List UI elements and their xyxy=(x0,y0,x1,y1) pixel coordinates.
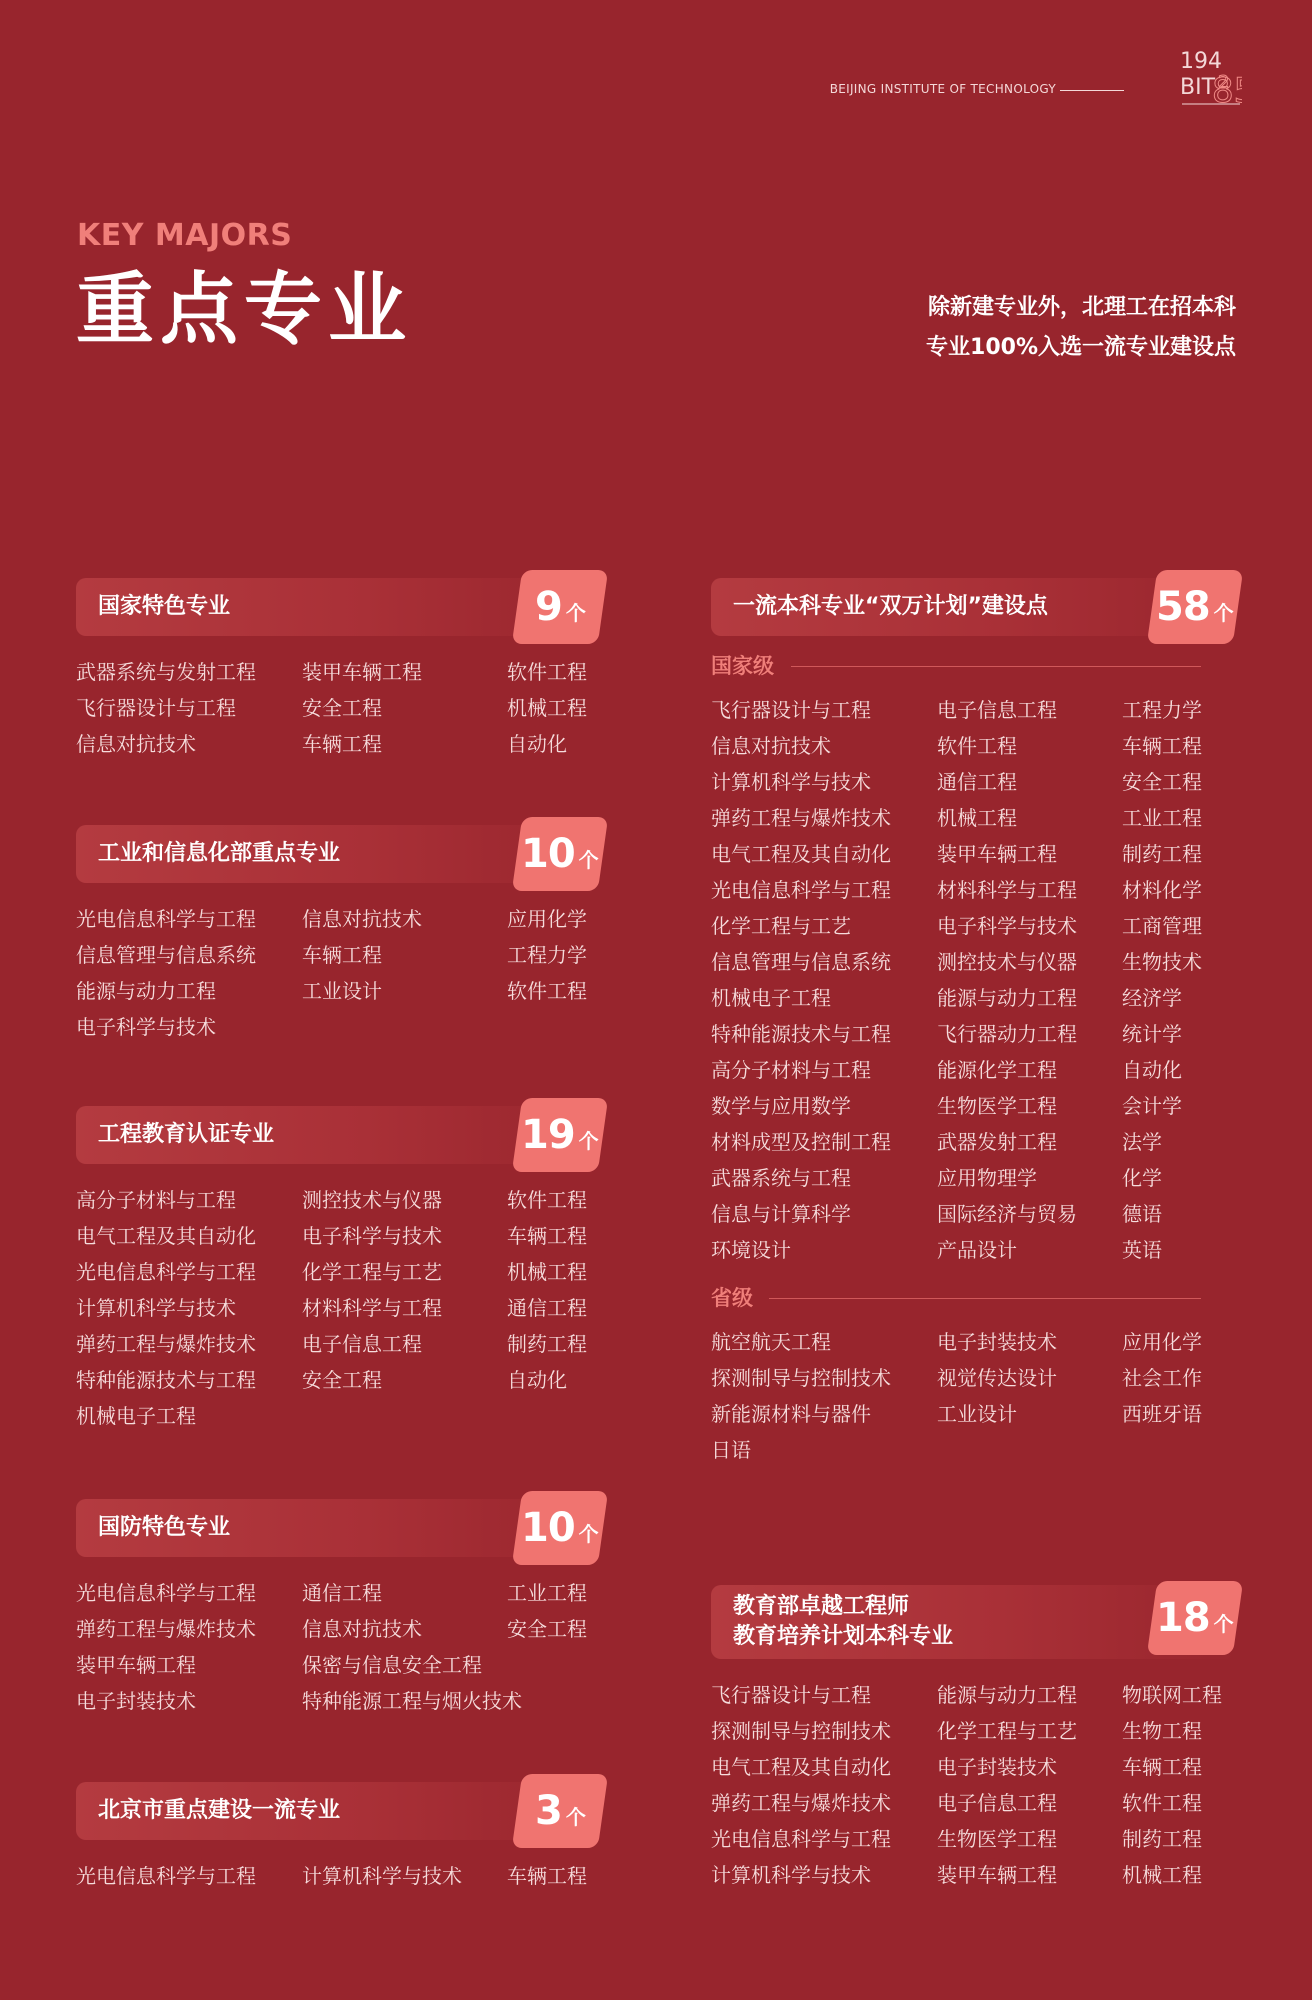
count-unit: 个 xyxy=(578,1522,599,1546)
major-item: 生物医学工程 xyxy=(937,1094,1057,1118)
major-item: 自动化 xyxy=(1122,1058,1182,1082)
major-item: 信息管理与信息系统 xyxy=(76,943,256,967)
major-item: 测控技术与仪器 xyxy=(937,950,1077,974)
major-item: 能源与动力工程 xyxy=(937,986,1077,1010)
major-item: 机械电子工程 xyxy=(711,986,831,1010)
section-title: 一流本科专业“双万计划”建设点 xyxy=(733,594,1048,619)
major-item: 能源与动力工程 xyxy=(76,979,216,1003)
major-item: 产品设计 xyxy=(937,1238,1017,1262)
section-title: 工程教育认证专业 xyxy=(98,1122,275,1147)
major-item: 工业工程 xyxy=(507,1581,587,1605)
section-defense-feature xyxy=(76,1499,603,1719)
section-title-line-2: 教育培养计划本科专业 xyxy=(733,1624,954,1649)
provincial-level-label: 省级 xyxy=(711,1286,753,1310)
major-item: 特种能源技术与工程 xyxy=(711,1022,891,1046)
major-item: 武器发射工程 xyxy=(937,1130,1057,1154)
logo-year-big: 8 xyxy=(1212,71,1234,111)
major-item: 特种能源技术与工程 xyxy=(76,1368,256,1392)
major-item: 电子科学与技术 xyxy=(302,1224,442,1248)
section-title: 国防特色专业 xyxy=(98,1515,231,1540)
major-item: 安全工程 xyxy=(1122,770,1202,794)
major-item: 装甲车辆工程 xyxy=(302,660,422,684)
major-item: 应用化学 xyxy=(1122,1330,1202,1354)
section-header-bar xyxy=(76,1782,603,1840)
count-number: 9 xyxy=(534,584,562,630)
section-title: 工业和信息化部重点专业 xyxy=(98,841,341,866)
section-title-line-1: 教育部卓越工程师 xyxy=(733,1594,910,1619)
major-item: 信息对抗技术 xyxy=(76,732,196,756)
section-engineering-accreditation xyxy=(76,1106,603,1434)
major-item: 生物医学工程 xyxy=(937,1827,1057,1851)
national-level-divider xyxy=(711,650,1201,682)
major-item: 工业设计 xyxy=(937,1402,1017,1426)
major-item: 弹药工程与爆炸技术 xyxy=(76,1332,256,1356)
major-item: 化学 xyxy=(1122,1166,1162,1190)
major-item: 通信工程 xyxy=(937,770,1017,794)
count-unit: 个 xyxy=(565,1805,586,1829)
logo-bottom-text: BIT xyxy=(1180,75,1216,100)
section-title: 国家特色专业 xyxy=(98,594,231,619)
major-item: 电子信息工程 xyxy=(937,1791,1057,1815)
major-item: 机械工程 xyxy=(937,806,1017,830)
major-item: 计算机科学与技术 xyxy=(302,1864,462,1888)
major-item: 飞行器设计与工程 xyxy=(711,698,871,722)
major-item: 电气工程及其自动化 xyxy=(711,842,891,866)
count-number: 18 xyxy=(1156,1595,1210,1641)
major-item: 会计学 xyxy=(1122,1094,1182,1118)
major-item: 制药工程 xyxy=(1122,1827,1202,1851)
count-unit: 个 xyxy=(565,601,586,625)
major-item: 材料成型及控制工程 xyxy=(711,1130,891,1154)
major-item: 英语 xyxy=(1122,1238,1162,1262)
major-list xyxy=(76,1858,603,1894)
major-item: 光电信息科学与工程 xyxy=(76,1864,256,1888)
major-item: 自动化 xyxy=(507,1368,567,1392)
major-item: 安全工程 xyxy=(302,1368,382,1392)
count-unit: 个 xyxy=(578,848,599,872)
section-excellent-engineer xyxy=(711,1585,1238,1893)
major-item: 光电信息科学与工程 xyxy=(76,1581,256,1605)
count-unit: 个 xyxy=(1213,1612,1234,1636)
major-item: 高分子材料与工程 xyxy=(711,1058,871,1082)
national-major-list xyxy=(711,692,1238,1268)
major-item: 电子科学与技术 xyxy=(76,1015,216,1039)
major-item: 材料科学与工程 xyxy=(302,1296,442,1320)
major-item: 电子封装技术 xyxy=(937,1330,1057,1354)
major-item: 飞行器设计与工程 xyxy=(76,696,236,720)
major-item: 机械工程 xyxy=(507,696,587,720)
major-item: 软件工程 xyxy=(507,979,587,1003)
major-item: 电子信息工程 xyxy=(937,698,1057,722)
major-item: 机械工程 xyxy=(1122,1863,1202,1887)
major-item: 生物技术 xyxy=(1122,950,1202,974)
major-item: 信息与计算科学 xyxy=(711,1202,851,1226)
major-item: 保密与信息安全工程 xyxy=(302,1653,482,1677)
major-list xyxy=(711,1677,1238,1893)
national-level-label: 国家级 xyxy=(711,654,774,678)
logo-year-small: 2 xyxy=(1218,72,1230,93)
major-item: 材料科学与工程 xyxy=(937,878,1077,902)
major-item: 弹药工程与爆炸技术 xyxy=(76,1617,256,1641)
section-header-bar xyxy=(711,578,1238,636)
major-item: 计算机科学与技术 xyxy=(711,770,871,794)
major-item: 工商管理 xyxy=(1122,914,1202,938)
major-item: 弹药工程与爆炸技术 xyxy=(711,806,891,830)
major-list xyxy=(76,1182,603,1434)
major-item: 测控技术与仪器 xyxy=(302,1188,442,1212)
major-item: 光电信息科学与工程 xyxy=(711,878,891,902)
count-number: 10 xyxy=(521,1505,575,1551)
major-item: 制药工程 xyxy=(1122,842,1202,866)
page-intro xyxy=(816,288,1236,368)
major-item: 化学工程与工艺 xyxy=(711,914,851,938)
count-unit: 个 xyxy=(578,1129,599,1153)
count-badge xyxy=(512,570,608,644)
count-badge xyxy=(512,817,608,891)
major-item: 光电信息科学与工程 xyxy=(711,1827,891,1851)
major-item: 能源化学工程 xyxy=(937,1058,1057,1082)
major-item: 生物工程 xyxy=(1122,1719,1202,1743)
major-item: 光电信息科学与工程 xyxy=(76,907,256,931)
major-item: 飞行器设计与工程 xyxy=(711,1683,871,1707)
section-beijing-key xyxy=(76,1782,603,1894)
section-double-ten-thousand xyxy=(711,578,1238,1468)
major-item: 法学 xyxy=(1122,1130,1162,1154)
major-item: 化学工程与工艺 xyxy=(937,1719,1077,1743)
brand-header xyxy=(782,44,1242,114)
bit-logo-icon xyxy=(1122,44,1242,112)
major-item: 电子科学与技术 xyxy=(937,914,1077,938)
major-item: 装甲车辆工程 xyxy=(937,842,1057,866)
major-item: 高分子材料与工程 xyxy=(76,1188,236,1212)
major-item: 日语 xyxy=(711,1438,751,1462)
major-item: 电气工程及其自动化 xyxy=(711,1755,891,1779)
major-item: 车辆工程 xyxy=(302,943,382,967)
major-item: 应用物理学 xyxy=(937,1166,1037,1190)
provincial-major-list xyxy=(711,1324,1238,1468)
count-badge xyxy=(512,1098,608,1172)
major-item: 应用化学 xyxy=(507,907,587,931)
major-item: 通信工程 xyxy=(507,1296,587,1320)
major-item: 数学与应用数学 xyxy=(711,1094,851,1118)
section-header-bar xyxy=(711,1585,1238,1659)
major-item: 光电信息科学与工程 xyxy=(76,1260,256,1284)
count-badge xyxy=(1147,570,1243,644)
major-item: 武器系统与工程 xyxy=(711,1166,851,1190)
major-item: 统计学 xyxy=(1122,1022,1182,1046)
major-item: 电子封装技术 xyxy=(937,1755,1057,1779)
major-item: 安全工程 xyxy=(302,696,382,720)
section-title xyxy=(733,1592,953,1652)
major-item: 环境设计 xyxy=(711,1238,791,1262)
major-item: 电气工程及其自动化 xyxy=(76,1224,256,1248)
major-item: 物联网工程 xyxy=(1122,1683,1222,1707)
major-item: 化学工程与工艺 xyxy=(302,1260,442,1284)
section-header-bar xyxy=(76,825,603,883)
major-item: 社会工作 xyxy=(1122,1366,1202,1390)
major-list xyxy=(76,901,603,1045)
section-header-bar xyxy=(76,1106,603,1164)
major-item: 计算机科学与技术 xyxy=(711,1863,871,1887)
major-item: 探测制导与控制技术 xyxy=(711,1366,891,1390)
major-item: 计算机科学与技术 xyxy=(76,1296,236,1320)
major-item: 新能源材料与器件 xyxy=(711,1402,871,1426)
major-item: 软件工程 xyxy=(937,734,1017,758)
major-item: 能源与动力工程 xyxy=(937,1683,1077,1707)
institution-name: BEIJING INSTITUTE OF TECHNOLOGY xyxy=(829,82,1056,96)
major-item: 弹药工程与爆炸技术 xyxy=(711,1791,891,1815)
major-item: 车辆工程 xyxy=(507,1864,587,1888)
page-title: 重点专业 xyxy=(76,265,413,355)
major-item: 车辆工程 xyxy=(302,732,382,756)
major-item: 信息对抗技术 xyxy=(302,1617,422,1641)
major-item: 工业设计 xyxy=(302,979,382,1003)
major-item: 装甲车辆工程 xyxy=(76,1653,196,1677)
major-item xyxy=(507,1683,603,1719)
major-item: 软件工程 xyxy=(1122,1791,1202,1815)
major-item: 信息对抗技术 xyxy=(302,907,422,931)
count-number: 58 xyxy=(1156,584,1210,630)
page-kicker: KEY MAJORS xyxy=(77,218,293,253)
intro-line-2: 专业100%入选一流专业建设点 xyxy=(926,335,1236,360)
major-item: 自动化 xyxy=(507,732,567,756)
intro-line-1: 除新建专业外，北理工在招本科 xyxy=(927,295,1236,320)
major-item: 武器系统与发射工程 xyxy=(76,660,256,684)
major-item: 信息管理与信息系统 xyxy=(711,950,891,974)
major-item: 材料化学 xyxy=(1122,878,1202,902)
major-item: 通信工程 xyxy=(302,1581,382,1605)
major-item: 国际经济与贸易 xyxy=(937,1202,1077,1226)
major-item: 视觉传达设计 xyxy=(937,1366,1057,1390)
major-item: 特种能源工程与烟火技术 xyxy=(302,1689,522,1713)
major-item: 工程力学 xyxy=(507,943,587,967)
count-badge xyxy=(512,1491,608,1565)
major-item: 工业工程 xyxy=(1122,806,1202,830)
major-item: 装甲车辆工程 xyxy=(937,1863,1057,1887)
major-item: 探测制导与控制技术 xyxy=(711,1719,891,1743)
major-item: 德语 xyxy=(1122,1202,1162,1226)
logo-top-text: 194 xyxy=(1180,49,1222,74)
major-item xyxy=(507,1647,603,1683)
major-list xyxy=(76,654,603,762)
count-number: 19 xyxy=(521,1112,575,1158)
major-item: 软件工程 xyxy=(507,1188,587,1212)
section-miit-key xyxy=(76,825,603,1045)
major-item: 经济学 xyxy=(1122,986,1182,1010)
major-list xyxy=(76,1575,603,1719)
section-title: 北京市重点建设一流专业 xyxy=(98,1798,341,1823)
count-number: 10 xyxy=(521,831,575,877)
major-item: 制药工程 xyxy=(507,1332,587,1356)
logo-divider xyxy=(1060,90,1124,91)
provincial-level-divider xyxy=(711,1282,1201,1314)
major-item: 西班牙语 xyxy=(1122,1402,1202,1426)
major-item: 车辆工程 xyxy=(507,1224,587,1248)
section-header-bar xyxy=(76,1499,603,1557)
major-item: 航空航天工程 xyxy=(711,1330,831,1354)
count-badge xyxy=(1147,1581,1243,1655)
major-item: 车辆工程 xyxy=(1122,1755,1202,1779)
major-item: 电子信息工程 xyxy=(302,1332,422,1356)
major-item: 工程力学 xyxy=(1122,698,1202,722)
major-item: 机械电子工程 xyxy=(76,1404,196,1428)
count-number: 3 xyxy=(534,1788,562,1834)
section-national-feature xyxy=(76,578,603,762)
major-item: 软件工程 xyxy=(507,660,587,684)
major-item: 信息对抗技术 xyxy=(711,734,831,758)
count-badge xyxy=(512,1774,608,1848)
section-header-bar xyxy=(76,578,603,636)
major-item: 机械工程 xyxy=(507,1260,587,1284)
major-item: 电子封装技术 xyxy=(76,1689,196,1713)
major-item: 飞行器动力工程 xyxy=(937,1022,1077,1046)
count-unit: 个 xyxy=(1213,601,1234,625)
major-item: 车辆工程 xyxy=(1122,734,1202,758)
major-item: 安全工程 xyxy=(507,1617,587,1641)
